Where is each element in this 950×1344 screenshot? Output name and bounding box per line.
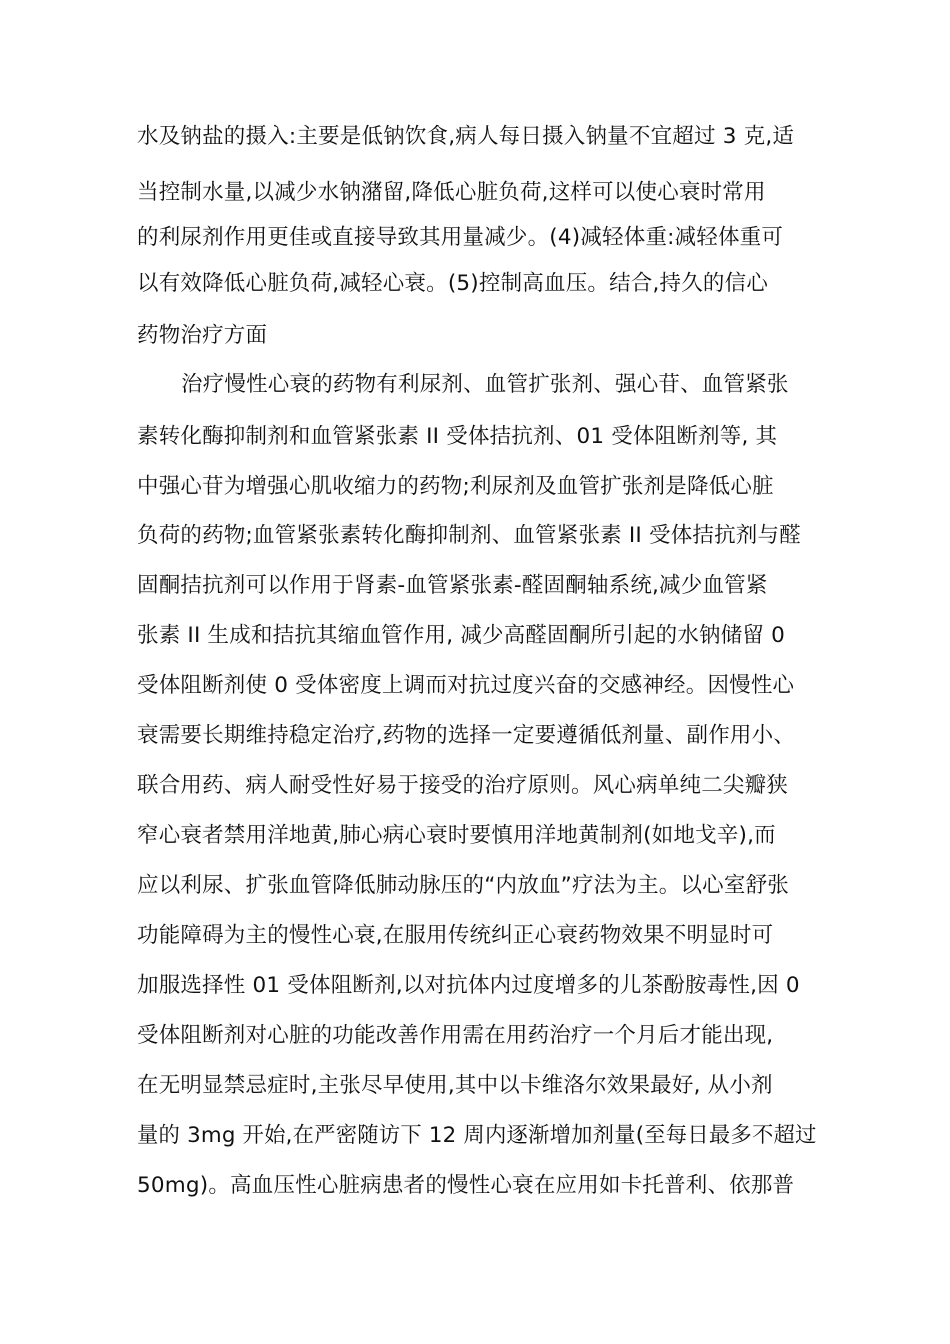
text-line: 固酮拮抗剂可以作用于肾素-血管紧张素-醛固酮轴系统,减少血管紧 <box>137 573 768 598</box>
text-line: 受体阻断剂使 0 受体密度上调而对抗过度兴奋的交感神经。因慢性心 <box>137 673 795 698</box>
text-line: 受体阻断剂对心脏的功能改善作用需在用药治疗一个月后才能出现, <box>137 1023 774 1048</box>
text-line: 衰需要长期维持稳定治疗,药物的选择一定要遵循低剂量、副作用小、 <box>137 723 796 748</box>
text-line: 量的 3mg 开始,在严密随访下 12 周内逐渐增加剂量(至每日最多不超过 <box>137 1123 817 1148</box>
text-line: 当控制水量,以减少水钠潴留,降低心脏负荷,这样可以使心衰时常用 <box>137 180 766 205</box>
text-line: 的利尿剂作用更佳或直接导致其用量减少。(4)减轻体重:减轻体重可 <box>137 225 784 250</box>
text-line: 50mg)。高血压性心脏病患者的慢性心衰在应用如卡托普利、依那普 <box>137 1173 795 1198</box>
text-line: 素转化酶抑制剂和血管紧张素 II 受体拮抗剂、01 受体阻断剂等, 其 <box>137 424 778 449</box>
text-line: 窄心衰者禁用洋地黄,肺心病心衰时要慎用洋地黄制剂(如地戈辛),而 <box>137 823 776 848</box>
text-line: 负荷的药物;血管紧张素转化酶抑制剂、血管紧张素 II 受体拮抗剂与醛 <box>137 523 801 548</box>
text-line: 以有效降低心脏负荷,减轻心衰。(5)控制高血压。结合,持久的信心 <box>137 271 769 296</box>
text-line: 加服选择性 01 受体阻断剂,以对抗体内过度增多的儿茶酚胺毒性,因 0 <box>137 973 800 998</box>
text-line: 水及钠盐的摄入:主要是低钠饮食,病人每日摄入钠量不宜超过 3 克,适 <box>137 124 795 149</box>
text-line: 联合用药、病人耐受性好易于接受的治疗原则。风心病单纯二尖瓣狭 <box>137 773 789 798</box>
text-line: 张素 II 生成和拮抗其缩血管作用, 减少高醛固酮所引起的水钠储留 0 <box>137 623 786 648</box>
text-line: 在无明显禁忌症时,主张尽早使用,其中以卡维洛尔效果最好, 从小剂 <box>137 1073 773 1098</box>
text-line: 中强心苷为增强心肌收缩力的药物;利尿剂及血管扩张剂是降低心脏 <box>137 474 774 499</box>
text-line: 药物治疗方面 <box>137 323 268 348</box>
text-line: 应以利尿、扩张血管降低肺动脉压的“内放血”疗法为主。以心室舒张 <box>137 873 789 898</box>
text-line: 治疗慢性心衰的药物有利尿剂、血管扩张剂、强心苷、血管紧张 <box>181 372 789 397</box>
text-line: 功能障碍为主的慢性心衰,在服用传统纠正心衰药物效果不明显时可 <box>137 923 774 948</box>
